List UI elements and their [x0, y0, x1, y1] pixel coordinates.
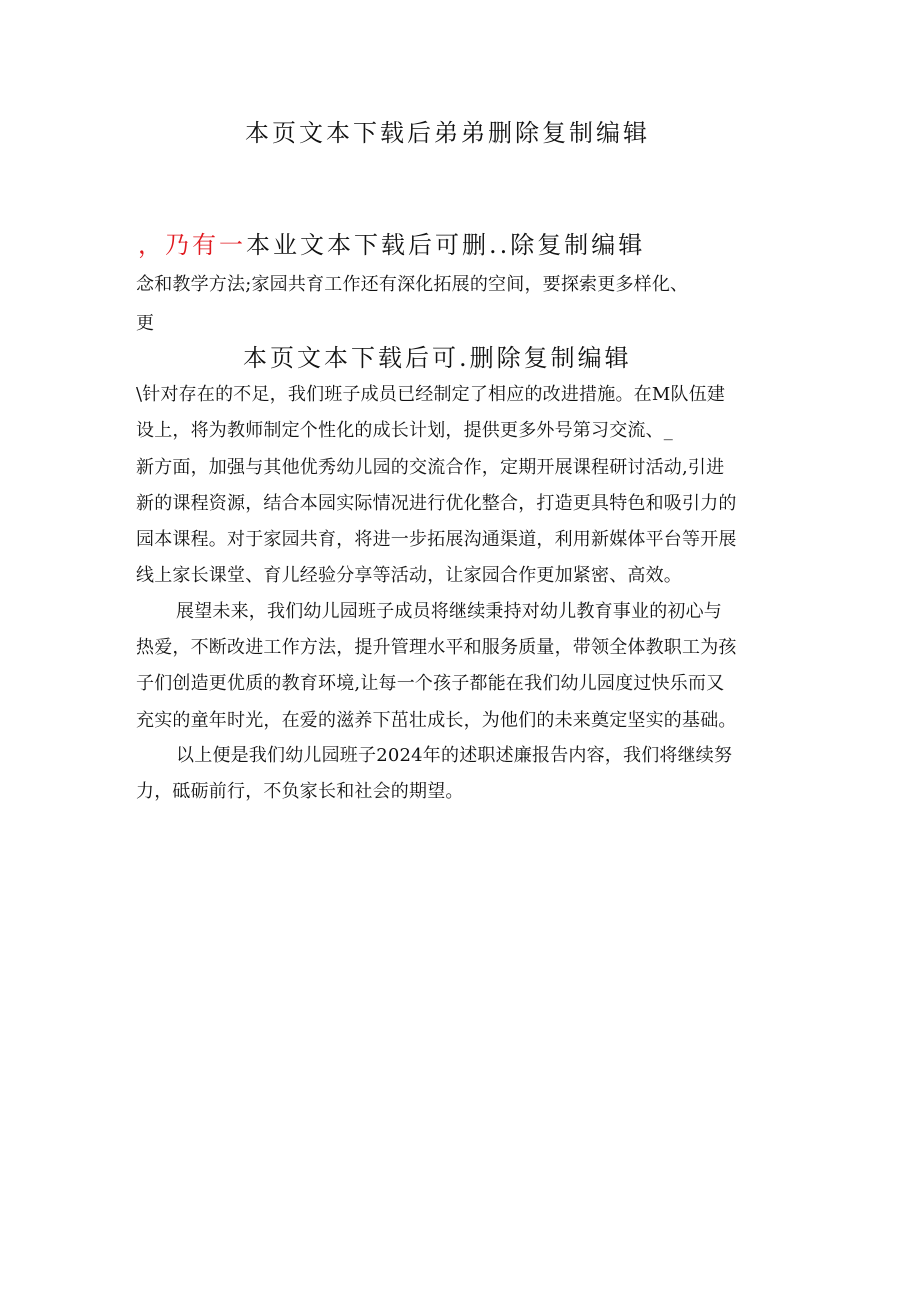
watermark-heading-top: 本页文本下载后弟弟删除复制编辑	[245, 119, 650, 147]
paragraph-3-line-1: 以上便是我们幼儿园班子2024年的述职述廉报告内容，我们将继续努	[176, 745, 733, 766]
paragraph-3-line-2: 力，砥砺前行，不负家长和社会的期望。	[136, 781, 464, 802]
paragraph-1-line-1: \针对存在的不足，我们班子成员已经制定了相应的改进措施。在M队伍建	[136, 384, 726, 405]
paragraph-2-line-1: 展望未来，我们幼儿园班子成员将继续秉持对幼儿教育事业的初心与	[176, 601, 722, 622]
paragraph-2-line-3: 子们创造更优质的教育环境,让每一个孩子都能在我们幼儿园度过快乐而又	[136, 673, 725, 694]
paragraph-1-line-3: 新方面，加强与其他优秀幼儿园的交流合作，定期开展课程研讨活动,引进	[136, 457, 725, 478]
paragraph-1-line-2: 设上，将为教师制定个性化的成长计划，提供更多外号第习交流、_	[136, 420, 673, 441]
paragraph-2-line-4: 充实的童年时光，在爱的滋养下茁壮成长，为他们的未来奠定坚实的基础。	[136, 710, 737, 731]
paragraph-1-line-4: 新的课程资源，结合本园实际情况进行优化整合，打造更具特色和吸引力的	[136, 493, 737, 514]
paragraph-1-line-5: 园本课程。对于家园共育，将进一步拓展沟通渠道，利用新媒体平台等开展	[136, 529, 737, 550]
paragraph-2-line-2: 热爱，不断改进工作方法，提升管理水平和服务质量，带领全体教职工为孩	[136, 637, 737, 658]
paragraph-1-line-6: 线上家长课堂、育儿经验分享等活动，让家园合作更加紧密、高效。	[136, 565, 682, 586]
fragment-line-2: 更	[136, 313, 155, 334]
watermark-red-fragment: ，乃有一	[138, 231, 246, 259]
fragment-line-1: 念和教学方法;家园共育工作还有深化拓展的空间，要探索更多样化、	[136, 274, 689, 295]
watermark-heading-third: 本页文本下载后可.删除复制编辑	[243, 344, 632, 372]
watermark-heading-second	[138, 225, 645, 260]
watermark-black-text: 本业文本下载后可删..除复制编辑	[246, 231, 646, 259]
